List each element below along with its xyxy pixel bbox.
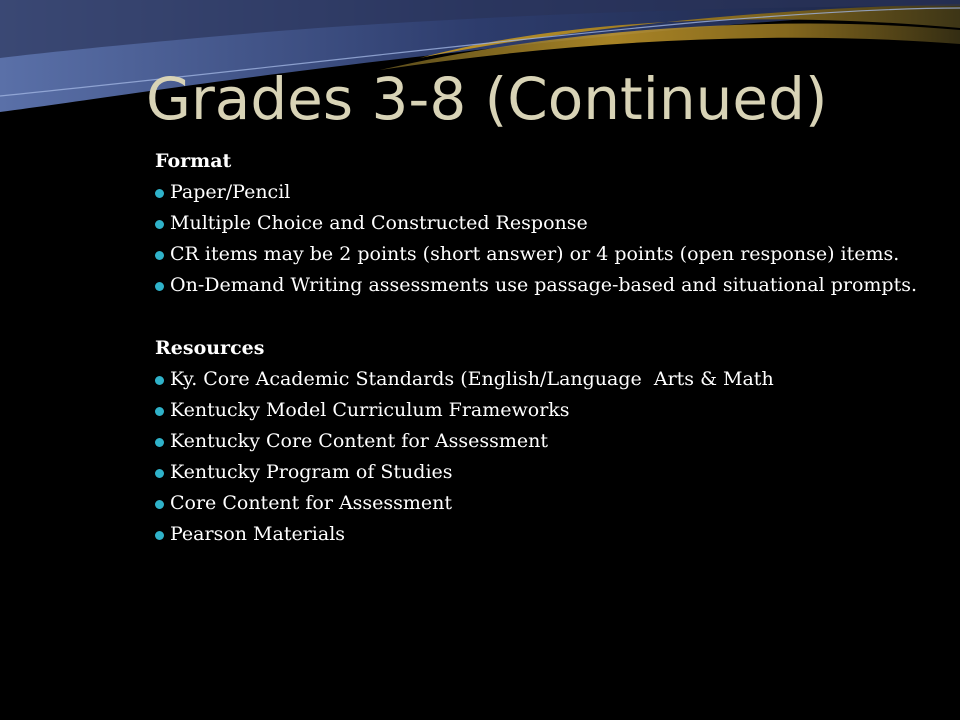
list-item	[155, 461, 955, 484]
list-item	[155, 399, 955, 422]
section-heading-resources: Resources	[155, 337, 265, 359]
bullet-icon	[155, 220, 164, 229]
bullet-icon	[155, 438, 164, 447]
list-item-text: Paper/Pencil	[170, 181, 291, 203]
bullet-icon	[155, 500, 164, 509]
slide-title: Grades 3-8 (Continued)	[146, 65, 828, 133]
list-item	[155, 274, 955, 297]
list-item	[155, 430, 955, 453]
list-item-text: Kentucky Program of Studies	[170, 461, 453, 483]
bullet-icon	[155, 282, 164, 291]
list-item	[155, 523, 955, 546]
list-item-text: Pearson Materials	[170, 523, 346, 545]
list-item	[155, 492, 955, 515]
bullet-icon	[155, 251, 164, 260]
list-item-text: Multiple Choice and Constructed Response	[170, 212, 588, 234]
slide-body	[155, 150, 955, 554]
list-item-text: Ky. Core Academic Standards (English/Language Arts & Math	[170, 368, 774, 390]
list-item-text: CR items may be 2 points (short answer) or 4 points (open response) items.	[170, 243, 900, 265]
bullet-icon	[155, 469, 164, 478]
format-list	[155, 181, 955, 297]
bullet-icon	[155, 189, 164, 198]
list-item	[155, 212, 955, 235]
list-item-text: Kentucky Model Curriculum Frameworks	[170, 399, 570, 421]
list-item-text: Core Content for Assessment	[170, 492, 453, 514]
section-heading-format: Format	[155, 150, 232, 172]
bullet-icon	[155, 407, 164, 416]
resources-list	[155, 368, 955, 546]
list-item-text: On-Demand Writing assessments use passage-based and situational prompts.	[170, 274, 917, 296]
list-item	[155, 368, 955, 391]
bullet-icon	[155, 376, 164, 385]
list-item	[155, 181, 955, 204]
list-item	[155, 243, 955, 266]
list-item-text: Kentucky Core Content for Assessment	[170, 430, 549, 452]
bullet-icon	[155, 531, 164, 540]
